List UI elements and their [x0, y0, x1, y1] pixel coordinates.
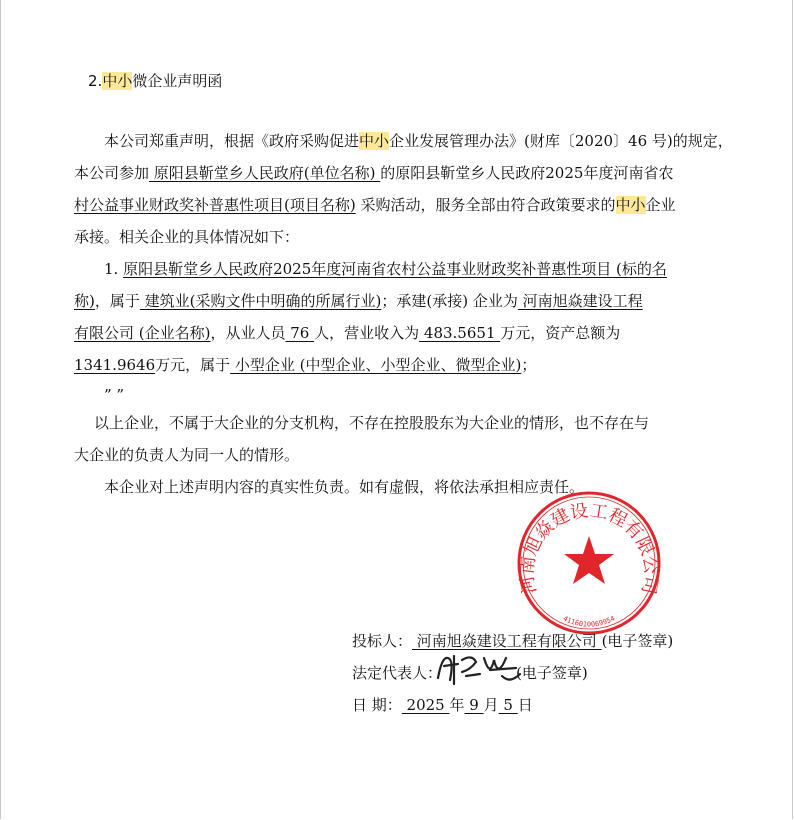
text: 人，营业收入为: [314, 324, 420, 342]
heading-rest: 微企业声明函: [132, 72, 223, 90]
para1-line2: [74, 162, 673, 184]
date-label: 日 期：: [352, 696, 402, 714]
date-line: [352, 694, 533, 716]
text: 本公司郑重声明，根据《政府采购促进: [104, 132, 360, 150]
text: 本公司参加: [74, 164, 150, 182]
bidder-value: 河南旭焱建设工程有限公司: [412, 632, 602, 650]
heading-highlight: 中小: [102, 72, 133, 90]
text: 年: [449, 696, 465, 714]
text: ；: [521, 356, 537, 374]
para1-line3: [74, 194, 676, 216]
item-name-field: 原阳县靳堂乡人民政府2025年度河南省农村公益事业财政奖补普惠性项目 (标的名: [123, 260, 667, 278]
text: 企业发展管理办法》(财库〔2020〕46 号)的规定，: [389, 132, 733, 150]
highlight: 中小: [359, 132, 390, 150]
para1-line1: [104, 130, 733, 152]
project-name-field: 村公益事业财政奖补普惠性项目(项目名称): [74, 196, 356, 214]
quote-marks: ” ”: [104, 386, 125, 404]
text: ；承建(承接) 企业为: [381, 292, 518, 310]
text: 采购活动，服务全部由符合政策要求的: [355, 196, 616, 214]
svg-text:4116010069954: 4116010069954: [561, 614, 617, 629]
text: ，属于: [94, 292, 140, 310]
text: 月: [483, 696, 499, 714]
text: 1.: [104, 260, 124, 278]
heading-prefix: 2.: [88, 72, 103, 90]
text: 企业: [645, 196, 676, 214]
text: 万元，资产总额为: [500, 324, 621, 342]
day-value: 5: [498, 696, 518, 714]
year-value: 2025: [401, 696, 450, 714]
enterprise-type-field: 小型企业 (中型企业、小型企业、微型企业): [230, 356, 522, 374]
assets-field: 1341.9646: [74, 356, 156, 374]
company-seal: [514, 488, 664, 638]
esign-label: (电子签章): [516, 664, 588, 682]
svg-text:河南旭焱建设工程有限公司: 河南旭焱建设工程有限公司: [516, 500, 662, 596]
revenue-field: 483.5651: [419, 324, 501, 342]
item1-line4: [74, 354, 536, 376]
text: 日: [517, 696, 533, 714]
company-name-field: 河南旭焱建设工程: [517, 292, 643, 310]
handwritten-signature: [432, 648, 524, 688]
para2-line1: 以上企业，不属于大企业的分支机构，不存在控股股东为大企业的情形，也不存在与: [94, 414, 650, 432]
industry-field: 建筑业(采购文件中明确的所属行业): [139, 292, 382, 310]
item-name-field: 称): [74, 292, 95, 310]
text: 的原阳县靳堂乡人民政府2025年度河南省农: [380, 164, 674, 182]
unit-name-field: 原阳县靳堂乡人民政府(单位名称): [149, 164, 381, 182]
item1-line1: [104, 258, 667, 280]
para2-line2: 大企业的负责人为同一人的情形。: [74, 446, 300, 464]
company-name-field: 有限公司 (企业名称): [74, 324, 211, 342]
para3: 本企业对上述声明内容的真实性负责。如有虚假，将依法承担相应责任。: [104, 478, 585, 496]
employees-field: 76: [285, 324, 315, 342]
text: ，从业人员: [210, 324, 286, 342]
item1-line3: [74, 322, 620, 344]
para1-line4: [74, 226, 299, 248]
rep-label: 法定代表人：: [352, 664, 443, 682]
bidder-label: 投标人：: [352, 632, 413, 650]
text: 万元，属于: [155, 356, 231, 374]
doc-heading: [88, 70, 222, 92]
esign-label: (电子签章): [601, 632, 674, 650]
highlight: 中小: [615, 196, 646, 214]
text: 承接。相关企业的具体情况如下：: [74, 228, 300, 246]
item1-line2: [74, 290, 643, 312]
month-value: 9: [464, 696, 484, 714]
